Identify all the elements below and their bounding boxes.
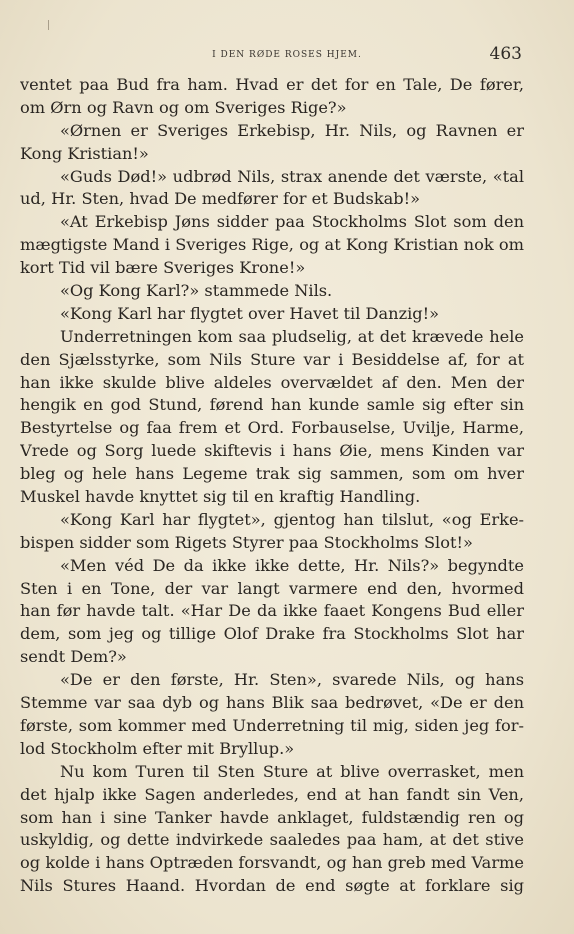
text-line: «Ørnen er Sveriges Erkebisp, Hr. Nils, og Ravnen er bbox=[60, 120, 524, 140]
text-line: sendt Dem?» bbox=[20, 647, 127, 667]
text-line: han før havde talt. «Har De da ikke faaet Kongens Bud eller bbox=[20, 601, 524, 621]
text-line: «Og Kong Karl?» stammede Nils. bbox=[60, 281, 333, 301]
body-text bbox=[20, 74, 524, 898]
text-line: Stemme var saa dyb og hans Blik saa bedrøvet, «De er den bbox=[20, 693, 524, 713]
text-line: og kolde i hans Optræden forsvandt, og han greb med Varme bbox=[20, 853, 524, 873]
text-line: bleg og hele hans Legeme trak sig sammen, som om hver bbox=[20, 464, 524, 484]
text-line: Kong Kristian!» bbox=[20, 143, 149, 163]
page-number: 463 bbox=[489, 44, 522, 64]
text-line: Nu kom Turen til Sten Sture at blive overrasket, men bbox=[60, 761, 524, 781]
text-line: «De er den første, Hr. Sten», svarede Nils, og hans bbox=[60, 670, 524, 690]
text-line: bispen sidder som Rigets Styrer paa Stockholms Slot!» bbox=[20, 532, 473, 552]
text-line: dem, som jeg og tillige Olof Drake fra Stockholms Slot har bbox=[20, 624, 524, 644]
text-line: den Sjælsstyrke, som Nils Sture var i Besiddelse af, for at bbox=[20, 349, 524, 369]
text-line: han ikke skulde blive aldeles overvældet af den. Men der bbox=[20, 372, 524, 392]
text-line: «Kong Karl har flygtet over Havet til Danzig!» bbox=[60, 303, 440, 323]
text-line: første, som kommer med Underretning til mig, siden jeg for- bbox=[20, 715, 524, 735]
text-line: uskyldig, og dette indvirkede saaledes paa ham, at det stive bbox=[20, 830, 524, 850]
text-line: Vrede og Sorg luede skiftevis i hans Øie, mens Kinden var bbox=[20, 441, 524, 461]
text-line: «Guds Død!» udbrød Nils, strax anende det værste, «tal bbox=[60, 166, 524, 186]
text-line: «Kong Karl har flygtet», gjentog han tilslut, «og Erke- bbox=[60, 509, 524, 529]
text-line: ventet paa Bud fra ham. Hvad er det for en Tale, De fører, bbox=[20, 75, 524, 94]
text-line: om Ørn og Ravn og om Sveriges Rige?» bbox=[20, 97, 347, 117]
text-line: Nils Stures Haand. Hvordan de end søgte at forklare sig bbox=[20, 876, 524, 896]
text-line: ud, Hr. Sten, hvad De medfører for et Budskab!» bbox=[20, 189, 421, 209]
text-line: lod Stockholm efter mit Bryllup.» bbox=[20, 738, 295, 758]
text-line: Sten i en Tone, der var langt varmere end den, hvormed bbox=[20, 578, 524, 598]
text-line: Muskel havde knyttet sig til en kraftig Handling. bbox=[20, 487, 421, 507]
text-line: «Men véd De da ikke ikke dette, Hr. Nils?» begyndte bbox=[60, 555, 524, 575]
text-line: Underretningen kom saa pludselig, at det krævede hele bbox=[60, 326, 524, 346]
text-line: Bestyrtelse og faa frem et Ord. Forbauselse, Uvilje, Harme, bbox=[20, 418, 524, 438]
running-head: I DEN RØDE ROSES HJEM. bbox=[212, 50, 362, 60]
text-line: «At Erkebisp Jøns sidder paa Stockholms Slot som den bbox=[60, 212, 524, 232]
text-line: kort Tid vil bære Sveriges Krone!» bbox=[20, 258, 306, 278]
text-line: mægtigste Mand i Sveriges Rige, og at Kong Kristian nok om bbox=[20, 235, 524, 255]
text-line: som han i sine Tanker havde anklaget, fuldstændig ren og bbox=[20, 807, 524, 827]
text-line: hengik en god Stund, førend han kunde samle sig efter sin bbox=[20, 395, 524, 415]
margin-mark bbox=[48, 20, 49, 30]
text-line: det hjalp ikke Sagen anderledes, end at han fandt sin Ven, bbox=[20, 784, 524, 804]
